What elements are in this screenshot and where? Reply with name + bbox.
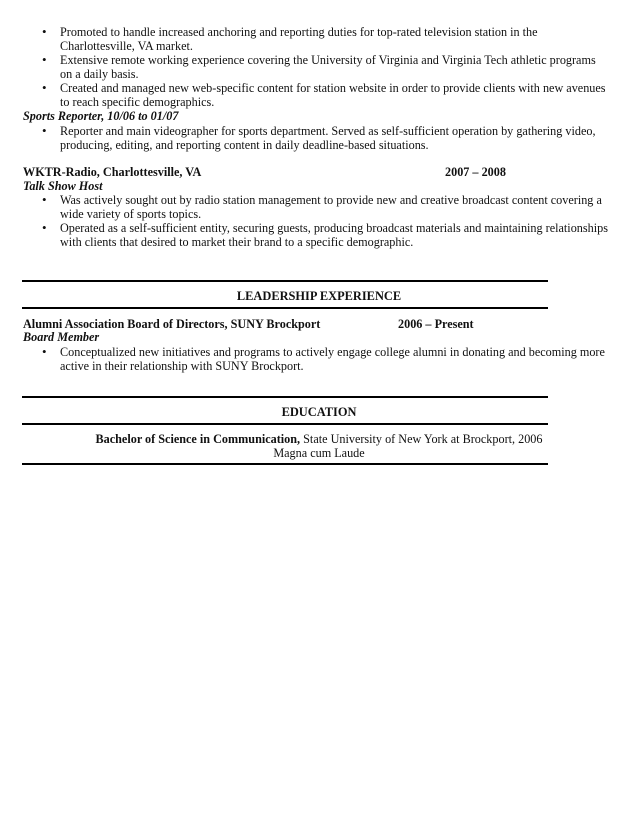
leadership-bullets	[0, 345, 638, 373]
section-divider	[22, 307, 548, 309]
job-header	[23, 165, 543, 179]
section-divider	[22, 396, 548, 398]
section-heading-education: EDUCATION	[281, 405, 357, 419]
bullet-item: • Created and managed new web-specific content for station website in order to provide clients with new avenues to reach specific demographics.	[0, 81, 638, 109]
education-degree-line	[22, 432, 616, 446]
bullet-item: • Was actively sought out by radio station management to provide new and creative broadcast content covering a wide variety of sports topics.	[0, 193, 638, 221]
section-heading-leadership: LEADERSHIP EXPERIENCE	[236, 289, 402, 303]
school-name: State University of New York at Brockport, 2006	[300, 432, 543, 446]
org-name: Alumni Association Board of Directors, SUNY Brockport	[23, 317, 321, 331]
bullet-item: • Extensive remote working experience covering the University of Virginia and Virginia Tech athletic programs on a daily basis.	[0, 53, 638, 81]
job-dates: 2007 – 2008	[445, 165, 506, 179]
section-divider	[22, 463, 548, 465]
degree-name: Bachelor of Science in Communication,	[95, 432, 301, 446]
role-title: Talk Show Host	[23, 179, 103, 193]
bullet-item: • Conceptualized new initiatives and programs to actively engage college alumni in donating and becoming more active in their relationship with SUNY Brockport.	[0, 345, 638, 373]
bullet-item: • Reporter and main videographer for sports department. Served as self-sufficient operation by gathering video, producing, editing, and reporting content in daily deadline-based situations.	[0, 124, 638, 152]
role-title: Sports Reporter, 10/06 to 01/07	[23, 109, 179, 123]
org-name: WKTR-Radio, Charlottesville, VA	[23, 165, 202, 179]
bullet-item: • Operated as a self-sufficient entity, securing guests, producing broadcast materials and maintaining relationships with clients that desired to market their brand to a specific demographic.	[0, 221, 638, 249]
job-header	[23, 317, 543, 331]
section-divider	[22, 280, 548, 282]
section-divider	[22, 423, 548, 425]
job1-bullets-top	[0, 25, 638, 109]
role-title: Board Member	[23, 330, 100, 344]
job1-role2-bullets	[0, 124, 638, 152]
bullet-item: • Promoted to handle increased anchoring and reporting duties for top-rated television station in the Charlottesville, VA market.	[0, 25, 638, 53]
job-dates: 2006 – Present	[398, 317, 474, 331]
education-honors: Magna cum Laude	[273, 446, 365, 460]
job2-bullets	[0, 193, 638, 249]
